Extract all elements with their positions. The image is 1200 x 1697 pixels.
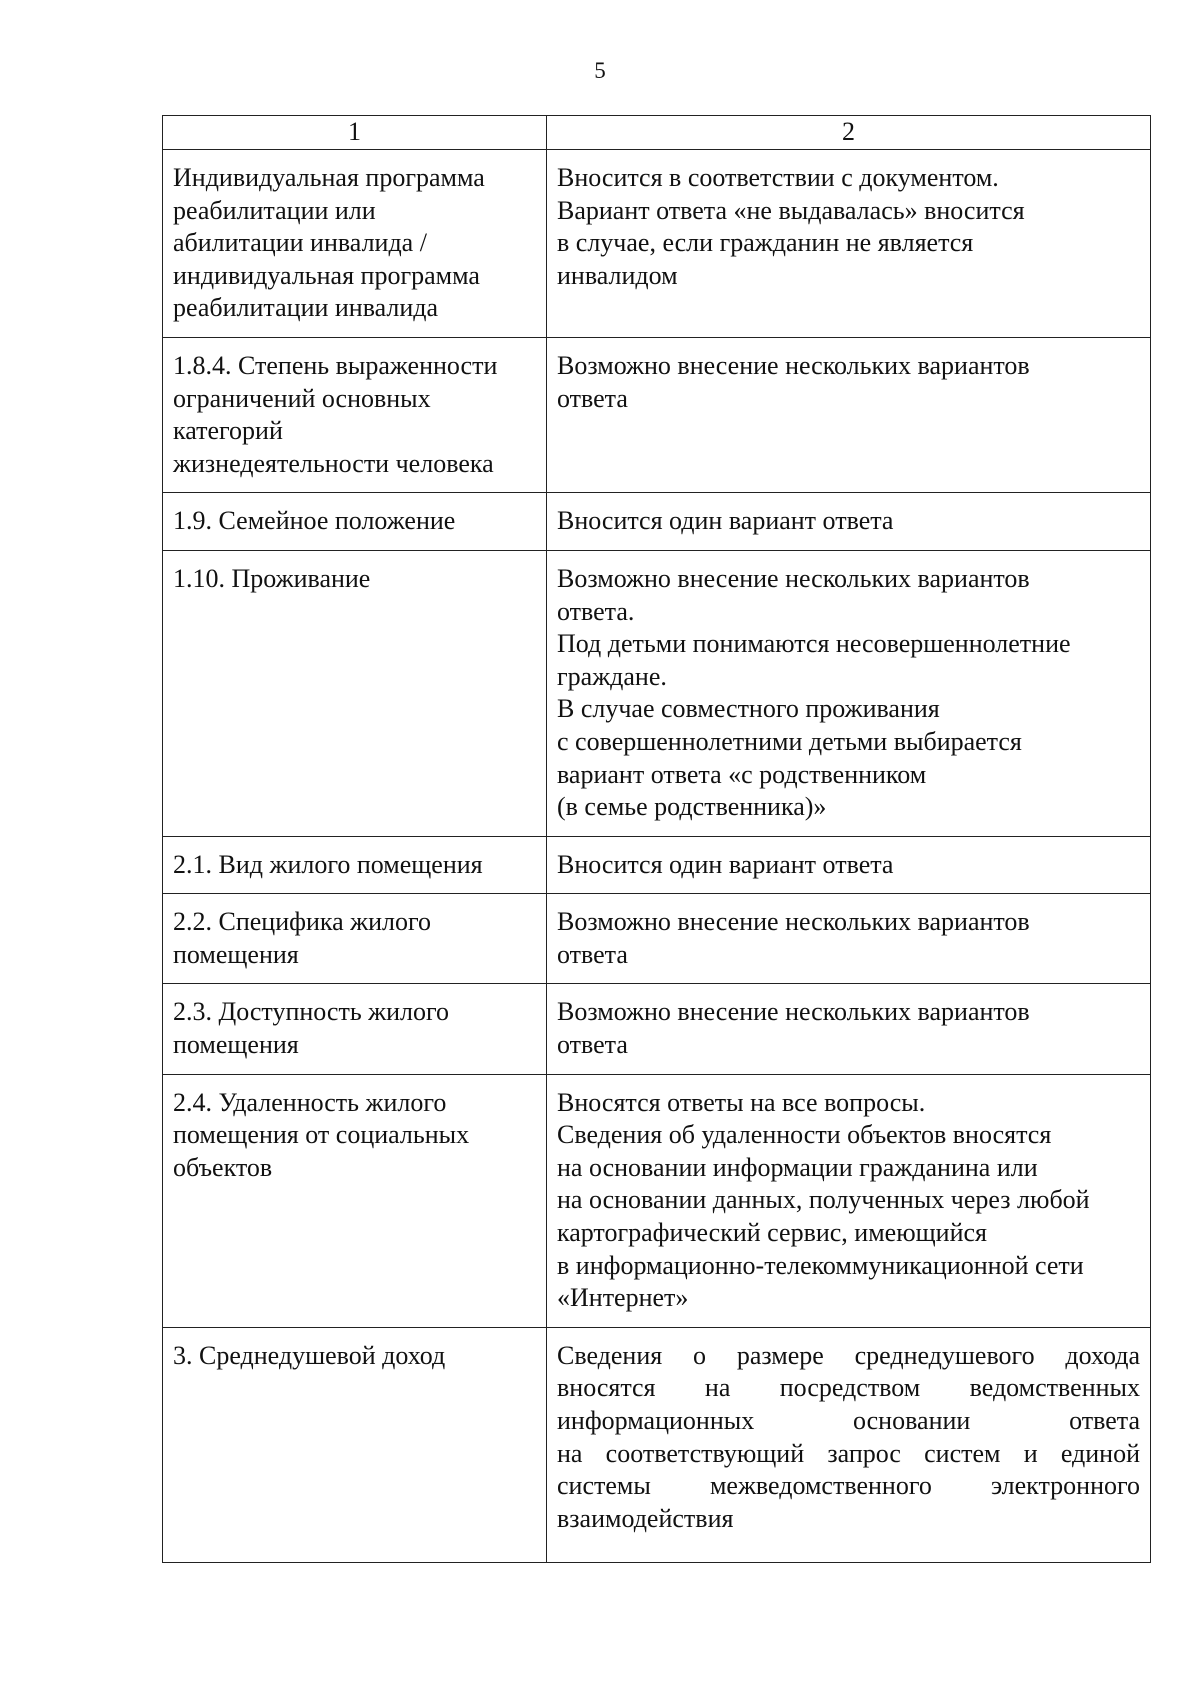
cell-text-line: ограничений основных [173,383,431,413]
cell-text-line: абилитации инвалида / [173,228,427,258]
cell-text-line: 2.1. Вид жилого помещения [173,849,483,879]
cell-text-line: Вносится в соответствии с документом. [557,163,999,192]
cell-text-line: 2.4. Удаленность жилого [173,1087,447,1117]
row-item-cell [163,150,547,338]
row-item-cell [163,836,547,894]
cell-text-line: в случае, если гражданин не является [557,228,974,258]
table-row [163,836,1151,894]
cell-text-line: ответа [557,1030,628,1060]
cell-text-line: Возможно внесение нескольких вариантов [557,997,1030,1027]
table-row [163,894,1151,984]
cell-text-line: Под детьми понимаются несовершеннолетние [557,629,1071,659]
cell-text-line: 2.3. Доступность жилого [173,997,450,1027]
row-instruction-cell [547,836,1151,894]
cell-text-line: на основании данных, полученных через любой [557,1185,1090,1215]
cell-text-line: системы межведомственного электронного [557,1471,1140,1501]
row-instruction-cell [547,1327,1151,1562]
row-item-cell [163,984,547,1074]
cell-text-line: граждане. [557,661,667,691]
column-header-2: 2 [547,116,1151,150]
cell-text-line: на соответствующий запрос систем и единой [557,1438,1140,1468]
cell-text-line: Вносится один вариант ответа [557,506,894,536]
cell-text-line: ответа. [557,596,635,626]
row-item-cell [163,1074,547,1327]
cell-text-line: на основании информации гражданина или [557,1152,1038,1182]
row-item-cell [163,1327,547,1562]
row-instruction-cell [547,894,1151,984]
cell-text-line: Сведения о размере среднедушевого дохода [557,1340,1140,1370]
cell-text-line: помещения [173,1030,299,1060]
cell-text-line: вносятся на посредством ведомственных [557,1373,1140,1403]
cell-text-line: с совершеннолетними детьми выбирается [557,726,1022,756]
cell-text-line: Сведения об удаленности объектов вносятся [557,1120,1052,1150]
cell-text-line: 1.10. Проживание [173,563,371,593]
row-instruction-cell [547,337,1151,492]
column-header-1: 1 [163,116,547,150]
cell-text-line: 2.2. Специфика жилого [173,907,432,937]
cell-text-line: Возможно внесение нескольких вариантов [557,907,1030,937]
cell-text-line: Возможно внесение нескольких вариантов [557,350,1030,380]
row-instruction-cell [547,1074,1151,1327]
cell-text-line: помещения [173,939,299,969]
table-row [163,337,1151,492]
table-row [163,1327,1151,1562]
table-row [163,550,1151,836]
cell-text-line: Вносятся ответы на все вопросы. [557,1087,926,1117]
cell-text-line: «Интернет» [557,1283,689,1313]
cell-text-line: 1.9. Семейное положение [173,506,456,536]
cell-text-line: вариант ответа «с родственником [557,759,927,789]
cell-text-line: инвалидом [557,260,678,290]
row-item-cell [163,550,547,836]
cell-text-line: ответа [557,939,628,969]
cell-text-line: в информационно-телекоммуникационной сети [557,1250,1084,1280]
cell-text-line: картографический сервис, имеющийся [557,1218,987,1248]
page-number: 5 [594,58,606,83]
row-instruction-cell [547,493,1151,551]
cell-text-line: 1.8.4. Степень выраженности [173,350,498,380]
cell-text-line: категорий [173,416,283,446]
guidance-table [162,115,1151,1563]
row-instruction-cell [547,550,1151,836]
row-instruction-cell [547,984,1151,1074]
table-row [163,493,1151,551]
table-row [163,150,1151,338]
cell-text-line: взаимодействия [557,1503,734,1533]
cell-text-line: помещения от социальных [173,1120,470,1150]
cell-text-line: Индивидуальная программа [173,163,485,192]
cell-text-line: информационных основании ответа [557,1406,1140,1435]
cell-text-line: объектов [173,1152,273,1182]
cell-text-line: индивидуальная программа [173,260,480,290]
cell-text-line: Вариант ответа «не выдавалась» вносится [557,195,1025,225]
row-item-cell [163,337,547,492]
row-item-cell [163,493,547,551]
cell-text-line: ответа [557,383,628,413]
row-instruction-cell [547,150,1151,338]
table-header-row [163,116,1151,150]
row-item-cell [163,894,547,984]
cell-text-line: жизнедеятельности человека [173,448,494,478]
cell-text-line: В случае совместного проживания [557,694,940,724]
cell-text-line: Вносится один вариант ответа [557,849,894,879]
cell-text-line: реабилитации или [173,195,376,225]
table-row [163,1074,1151,1327]
cell-text-line: реабилитации инвалида [173,293,439,323]
cell-text-line: 3. Среднедушевой доход [173,1340,446,1370]
cell-text-line: Возможно внесение нескольких вариантов [557,563,1030,593]
cell-text-line: (в семье родственника)» [557,792,827,822]
table-row [163,984,1151,1074]
